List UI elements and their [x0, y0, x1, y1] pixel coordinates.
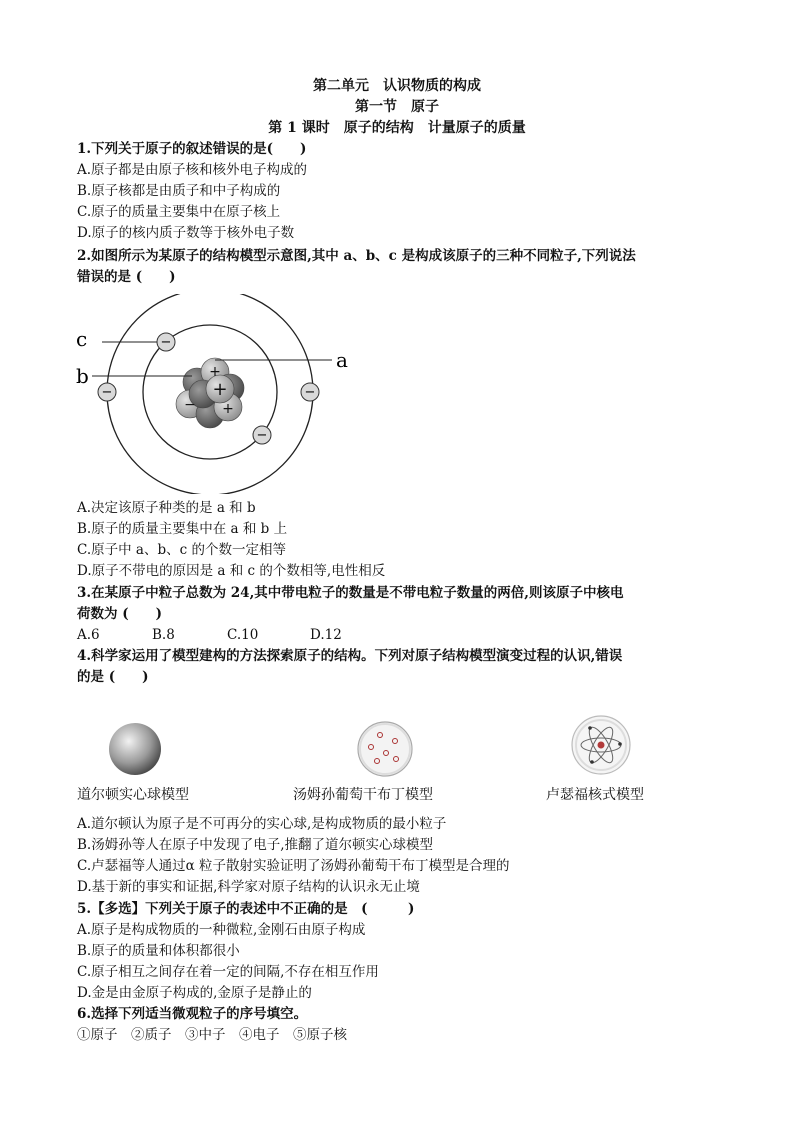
label-b: b: [76, 364, 89, 388]
q1-option-b: B.原子核都是由质子和中子构成的: [77, 183, 281, 199]
thomson-plum-pudding: [358, 722, 412, 776]
svg-text:+: +: [209, 364, 221, 380]
q2-option-c: C.原子中 a、b、c 的个数一定相等: [77, 542, 286, 558]
svg-text:−: −: [256, 428, 268, 443]
q5-option-d: D.金是由金原子构成的,金原子是静止的: [77, 985, 312, 1001]
svg-text:−: −: [101, 385, 113, 400]
q2-stem-line1: 2.如图所示为某原子的结构模型示意图,其中 a、b、c 是构成该原子的三种不同粒子,下列说法: [77, 248, 636, 264]
thomson-model-caption: 汤姆孙葡萄干布丁模型: [293, 787, 433, 803]
q1-option-a: A.原子都是由原子核和核外电子构成的: [77, 162, 308, 178]
q3-option-a: A.6: [77, 627, 100, 643]
q6-choices: ①原子 ②质子 ③中子 ④电子 ⑤原子核: [77, 1027, 347, 1043]
dalton-solid-sphere: [109, 723, 161, 775]
q4-option-b: B.汤姆孙等人在原子中发现了电子,推翻了道尔顿实心球模型: [77, 837, 434, 853]
label-a: a: [336, 348, 348, 372]
q5-option-a: A.原子是构成物质的一种微粒,金刚石由原子构成: [77, 922, 366, 938]
q4-option-a: A.道尔顿认为原子是不可再分的实心球,是构成物质的最小粒子: [77, 816, 447, 832]
q1-stem: 1.下列关于原子的叙述错误的是( ): [77, 141, 307, 157]
q2-stem-line2: 错误的是 ( ): [77, 269, 176, 285]
rutherford-nuclear-model: [572, 716, 630, 774]
q2-option-b: B.原子的质量主要集中在 a 和 b 上: [77, 521, 288, 537]
svg-text:−: −: [160, 335, 172, 350]
q3-stem-line2: 荷数为 ( ): [77, 606, 162, 622]
q3-option-b: B.8: [152, 627, 175, 643]
q3-stem-line1: 3.在某原子中粒子总数为 24,其中带电粒子的数量是不带电粒子数量的两倍,则该原子中核电: [77, 585, 624, 601]
q3-option-d: D.12: [310, 627, 342, 643]
q4-option-c: C.卢瑟福等人通过α 粒子散射实验证明了汤姆孙葡萄干布丁模型是合理的: [77, 858, 510, 874]
q1-option-d: D.原子的核内质子数等于核外电子数: [77, 225, 295, 241]
q2-option-a: A.决定该原子种类的是 a 和 b: [77, 500, 256, 516]
q4-stem-line2: 的是 ( ): [77, 669, 149, 685]
q6-stem: 6.选择下列适当微观粒子的序号填空。: [77, 1006, 308, 1022]
q3-option-c: C.10: [227, 627, 259, 643]
rutherford-model-caption: 卢瑟福核式模型: [546, 787, 644, 803]
electron: [98, 383, 116, 401]
q4-option-d: D.基于新的事实和证据,科学家对原子结构的认识永无止境: [77, 879, 420, 895]
atom-structure-diagram: [70, 294, 360, 494]
q5-option-c: C.原子相互之间存在着一定的间隔,不存在相互作用: [77, 964, 379, 980]
svg-text:+: +: [222, 401, 234, 417]
q1-option-c: C.原子的质量主要集中在原子核上: [77, 204, 281, 220]
q5-option-b: B.原子的质量和体积都很小: [77, 943, 240, 959]
label-c: c: [76, 327, 88, 351]
svg-text:+: +: [212, 379, 228, 400]
svg-text:−: −: [304, 385, 316, 400]
lesson-title: 第 1 课时 原子的结构 计量原子的质量: [268, 120, 526, 136]
electron: [301, 383, 319, 401]
nucleus: [176, 358, 244, 428]
electron: [253, 426, 271, 444]
electron: [157, 333, 175, 351]
unit-title: 第二单元 认识物质的构成: [313, 78, 481, 94]
dalton-model-caption: 道尔顿实心球模型: [77, 787, 189, 803]
q5-stem: 5.【多选】下列关于原子的表述中不正确的是 ( ): [77, 901, 415, 917]
q2-option-d: D.原子不带电的原因是 a 和 c 的个数相等,电性相反: [77, 563, 386, 579]
q4-stem-line1: 4.科学家运用了模型建构的方法探索原子的结构。下列对原子结构模型演变过程的认识,错误: [77, 648, 623, 664]
svg-text:−: −: [184, 397, 196, 413]
section-title: 第一节 原子: [355, 99, 439, 115]
